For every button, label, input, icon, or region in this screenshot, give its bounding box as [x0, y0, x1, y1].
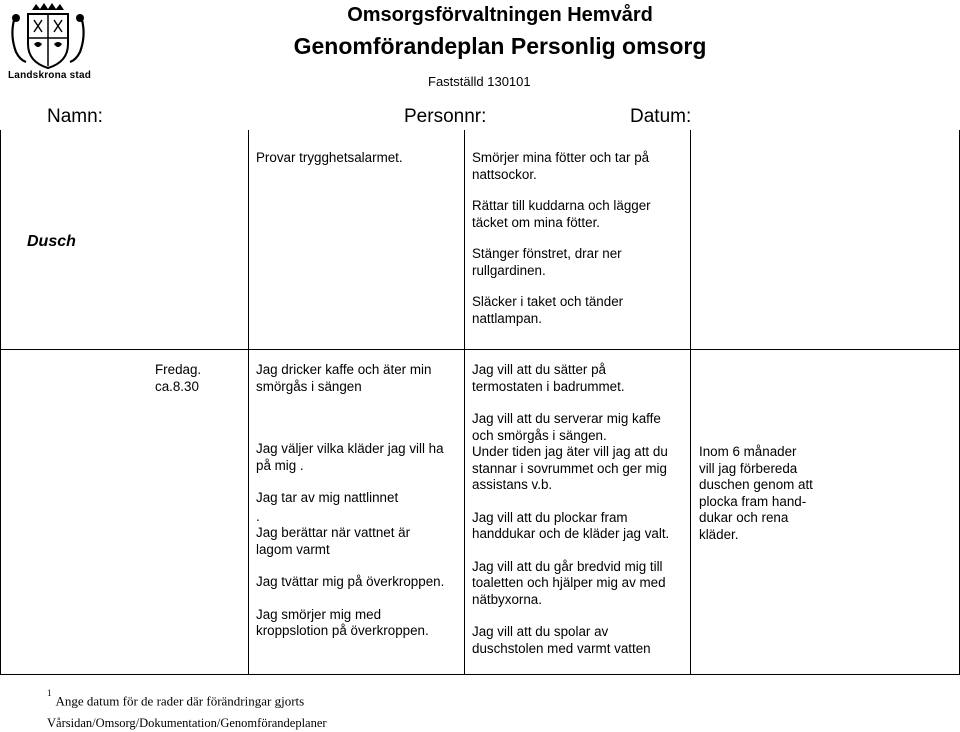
text-line: Smörjer mina fötter och tar på: [472, 150, 650, 165]
activity-time: [155, 362, 201, 395]
text-line: Jag vill att du sätter på: [472, 362, 606, 377]
name-label: Namn:: [47, 106, 103, 127]
text-line: Jag vill att du serverar mig kaffe: [472, 411, 661, 426]
footnote: [47, 688, 305, 709]
table-border: [0, 130, 1, 675]
text-line: Jag vill att du spolar av: [472, 624, 609, 639]
text-line: Fredag.: [155, 362, 202, 377]
organization-name: Omsorgsförvaltningen Hemvård: [347, 4, 653, 26]
text-line: Jag smörjer mig med: [256, 606, 382, 622]
text-line: Under tiden jag äter vill jag att du: [472, 444, 668, 459]
footnote-marker: 1: [47, 688, 52, 698]
text-line: toaletten och hjälper mig av med: [472, 575, 666, 590]
text-line: duschen genom att: [699, 477, 813, 492]
table-bottom-border: [0, 674, 960, 675]
date-label: Datum:: [630, 106, 692, 127]
personnr-label: Personnr:: [404, 106, 487, 127]
text-line: Inom 6 månader: [699, 444, 797, 459]
logo-text: Landskrona stad: [8, 70, 92, 81]
text-line: ca.8.30: [155, 378, 199, 394]
footer-path: Vårsidan/Omsorg/Dokumentation/Genomförandeplaner: [47, 716, 327, 730]
text-line: assistans v.b.: [472, 477, 553, 492]
text-line: Jag berättar när vattnet är: [256, 525, 411, 540]
dusch-col4: [472, 362, 687, 657]
top-row-col3: Provar trygghetsalarmet.: [256, 150, 403, 165]
established-date: Fastställd 130101: [428, 74, 531, 89]
text-line: plocka fram hand-: [699, 493, 807, 509]
document-title: Genomförandeplan Personlig omsorg: [293, 33, 707, 59]
text-line: kroppslotion på överkroppen.: [256, 623, 429, 638]
top-row-col4: [472, 150, 682, 327]
dusch-col5: [699, 444, 954, 543]
table-border: [248, 130, 249, 675]
text-line: Jag vill att du går bredvid mig till: [472, 558, 663, 574]
text-line: dukar och rena: [699, 510, 789, 525]
text-line: och smörgås i sängen.: [472, 427, 607, 443]
text-line: Släcker i taket och tänder: [472, 294, 624, 309]
text-line: Jag väljer vilka kläder jag vill ha: [256, 441, 444, 456]
text-line: nätbyxorna.: [472, 591, 542, 607]
text-line: duschstolen med varmt vatten: [472, 640, 651, 656]
text-line: Jag vill att du plockar fram: [472, 509, 628, 525]
footnote-text: Ange datum för de rader där förändringar gjorts: [55, 693, 305, 709]
text-line: kläder.: [699, 526, 739, 542]
text-line: nattlampan.: [472, 310, 542, 326]
text-line: handdukar och de kläder jag valt.: [472, 526, 670, 541]
text-line: täcket om mina fötter.: [472, 214, 601, 230]
text-line: nattsockor.: [472, 166, 537, 182]
text-line: Rättar till kuddarna och lägger: [472, 198, 651, 213]
table-border: [690, 130, 691, 675]
table-border: [464, 130, 465, 675]
activity-label: Dusch: [27, 233, 76, 250]
text-line: lagom varmt: [256, 541, 330, 557]
text-line: på mig .: [256, 457, 304, 473]
text-line: Jag dricker kaffe och äter min: [256, 362, 432, 377]
text-line: smörgås i sängen: [256, 378, 362, 394]
table-row-divider: [0, 349, 960, 350]
dusch-col3: [256, 362, 461, 640]
text-line: .: [256, 508, 260, 524]
text-line: rullgardinen.: [472, 262, 546, 278]
text-line: Jag tar av mig nattlinnet: [256, 490, 399, 505]
text-line: vill jag förbereda: [699, 460, 798, 476]
text-line: termostaten i badrummet.: [472, 378, 625, 394]
text-line: Jag tvättar mig på överkroppen.: [256, 574, 445, 589]
text-line: Stänger fönstret, drar ner: [472, 246, 622, 261]
text-line: stannar i sovrummet och ger mig: [472, 460, 667, 476]
